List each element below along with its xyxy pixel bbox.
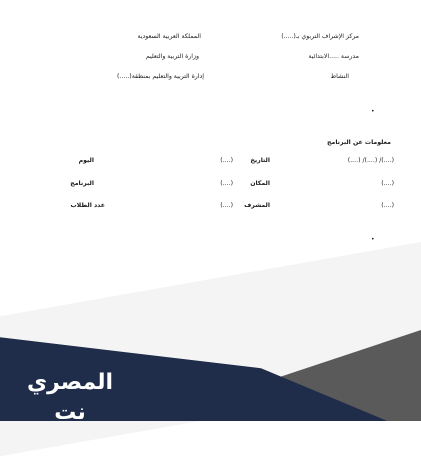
header-right-line-3: النشاط [330, 73, 349, 80]
supervisor-label: المشرف [244, 202, 270, 209]
date-value: (....)/ (....)/ (....) [347, 157, 394, 164]
place-value: (....) [381, 180, 394, 187]
header-left-line-2: وزارة التربية والتعليم [145, 53, 199, 60]
place-field: (....) [220, 180, 233, 187]
place-label: المكان [250, 180, 270, 187]
supervisor-field: (....) [220, 202, 233, 209]
bullet: • [371, 108, 375, 115]
header-left-line-1: المملكة العربية السعودية [137, 33, 201, 40]
bullet: • [371, 236, 375, 243]
header-right-line-1: مركز الإشراف التربوي بـ(.....) [281, 33, 359, 40]
date-field: (....) [220, 157, 233, 164]
program-label: البرنامج [70, 180, 94, 187]
header-right-line-2: مدرسة .....الابتدائية [308, 53, 359, 60]
site-logo: المصري نت [26, 370, 114, 425]
header-left-line-3: إدارة التربية والتعليم بمنطقة(.....) [117, 73, 204, 80]
supervisor-value: (....) [381, 202, 394, 209]
day-label: اليوم [78, 157, 94, 164]
date-label: التاريخ [250, 157, 270, 164]
students-count-label: عدد الطلاب [70, 202, 105, 209]
program-info-heading: معلومات عن البرنامج [327, 139, 391, 146]
